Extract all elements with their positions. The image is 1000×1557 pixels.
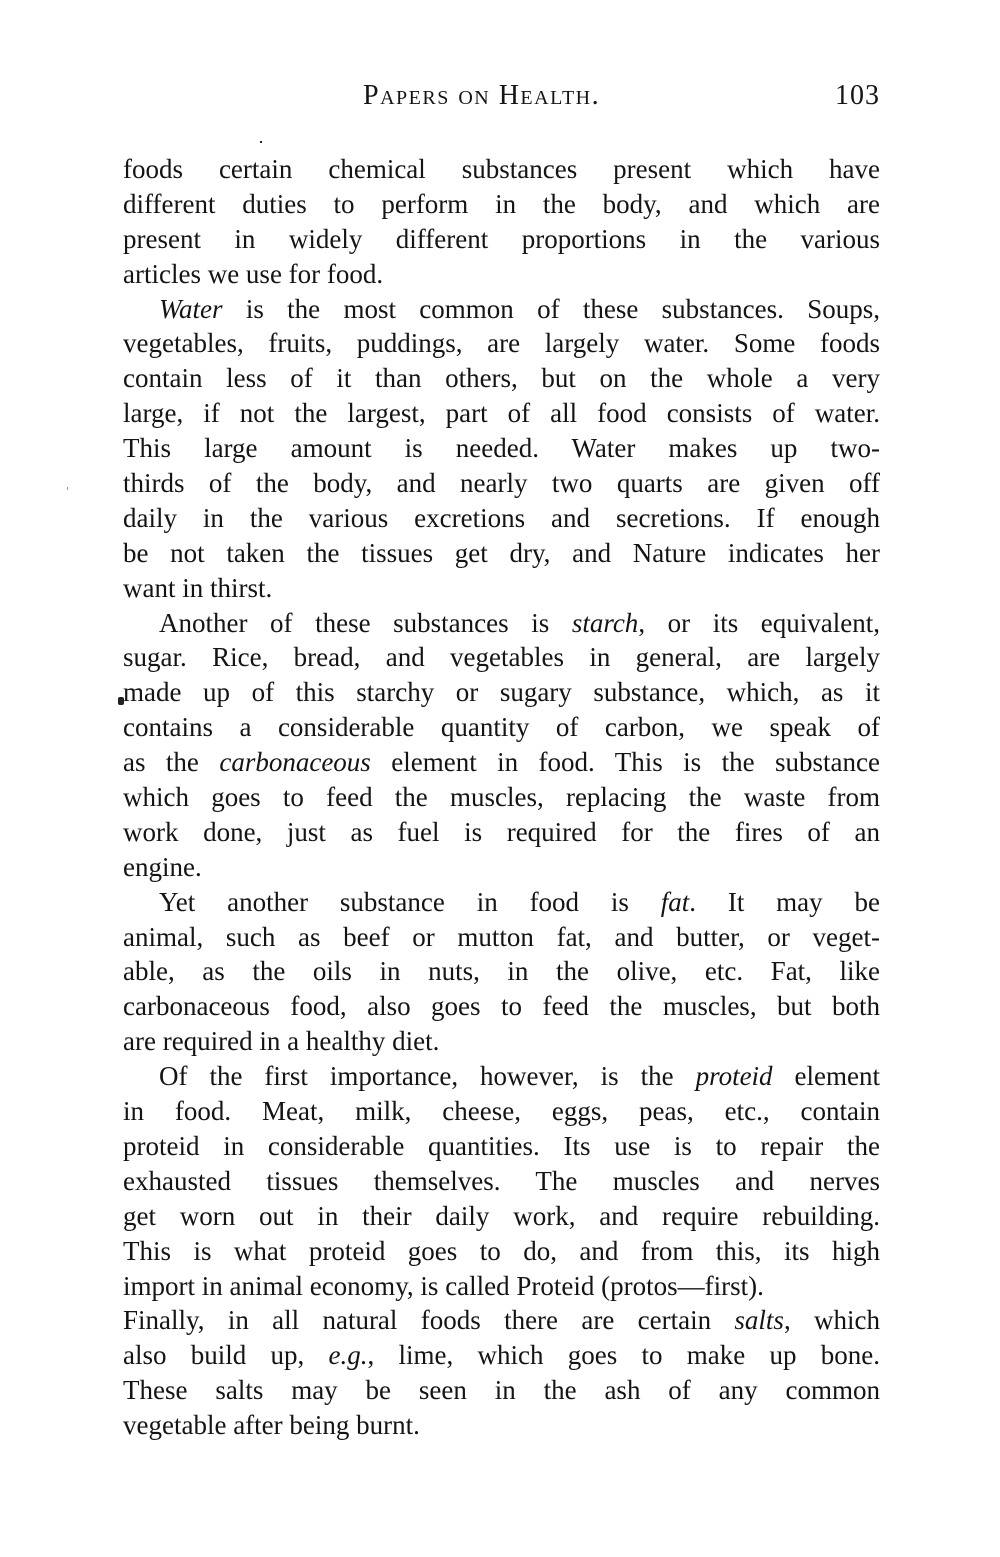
text-line [123, 1303, 880, 1338]
text-run: , or its equivalent, [638, 607, 880, 638]
text-run: be not taken the tissues get dry, and Nature indicates her [123, 537, 880, 568]
text-run: present in widely different proportions in the various [123, 223, 880, 254]
text-line-content [123, 1408, 880, 1443]
text-line [123, 675, 880, 710]
text-line [123, 1059, 880, 1094]
text-run: animal, such as beef or mutton fat, and butter, or veget- [123, 921, 880, 952]
text-line [123, 954, 880, 989]
text-line-content [123, 1094, 880, 1129]
paragraph [123, 152, 880, 292]
text-line-content [123, 257, 880, 292]
text-run: sugar. Rice, bread, and vegetables in general, are largely [123, 642, 880, 673]
text-run: contains a considerable quantity of carbon, we speak of [123, 712, 880, 743]
text-line [123, 606, 880, 641]
text-line-content [123, 989, 880, 1024]
text-line [123, 1199, 880, 1234]
text-run: work done, just as fuel is required for the fires of an [123, 816, 880, 847]
print-blemish [260, 141, 262, 143]
body-text [123, 152, 880, 1443]
text-line [123, 1164, 880, 1199]
text-line [123, 326, 880, 361]
text-line-content [123, 1164, 880, 1199]
text-line-content [123, 152, 880, 187]
text-run: These salts may be seen in the ash of any common [123, 1375, 880, 1406]
text-line [123, 1373, 880, 1408]
text-line [123, 571, 880, 606]
text-run: able, as the oils in nuts, in the olive, etc. Fat, like [123, 956, 880, 987]
text-line [123, 222, 880, 257]
text-line [123, 745, 880, 780]
text-run: carbonaceous food, also goes to feed the muscles, but both [123, 991, 880, 1022]
italic-term: proteid [695, 1061, 773, 1092]
text-run: large, if not the largest, part of all food consists of water. [123, 398, 880, 429]
text-line [123, 1094, 880, 1129]
text-run: , which [783, 1305, 880, 1336]
text-run: are required in a healthy diet. [123, 1026, 440, 1057]
text-line [123, 850, 880, 885]
text-line-content [123, 780, 880, 815]
text-line-content [123, 1129, 880, 1164]
paragraph [123, 1059, 880, 1303]
text-run: This large amount is needed. Water makes up two- [123, 433, 880, 464]
text-line-content [123, 571, 880, 606]
text-run: import in animal economy, is called Proteid (protos—first). [123, 1270, 764, 1301]
text-line [123, 1269, 880, 1304]
text-line-content [123, 466, 880, 501]
text-line-content [123, 954, 880, 989]
text-run: , lime, which goes to make up bone. [367, 1340, 880, 1371]
italic-term: e.g. [328, 1340, 368, 1371]
text-line-content [123, 431, 880, 466]
running-head [123, 80, 880, 120]
text-line [123, 885, 880, 920]
text-line-content [123, 326, 880, 361]
text-line-content [123, 850, 880, 885]
text-line [123, 710, 880, 745]
text-run: element [772, 1061, 880, 1092]
text-line [123, 989, 880, 1024]
text-run: get worn out in their daily work, and require rebuilding. [123, 1200, 880, 1231]
text-line-content [123, 1269, 880, 1304]
text-line [123, 780, 880, 815]
text-run: foods certain chemical substances present which have [123, 154, 880, 184]
text-line-content [123, 222, 880, 257]
text-line [123, 396, 880, 431]
text-line-content [123, 745, 880, 780]
text-line-content [123, 1024, 880, 1059]
text-run: exhausted tissues themselves. The muscles and nerves [123, 1165, 880, 1196]
text-line-content [123, 1303, 880, 1338]
text-line [123, 1024, 880, 1059]
italic-term: salts [734, 1305, 784, 1336]
paragraph [123, 885, 880, 1059]
italic-term: fat [660, 886, 690, 917]
text-line-content [123, 675, 880, 710]
text-run: made up of this starchy or sugary substance, which, as it [123, 677, 880, 708]
paragraph [123, 1303, 880, 1443]
text-line-content [123, 1373, 880, 1408]
text-line-content [123, 396, 880, 431]
page-number: 103 [835, 80, 880, 111]
text-line [123, 292, 880, 327]
text-line [123, 1408, 880, 1443]
text-run: which goes to feed the muscles, replacing the waste from [123, 782, 880, 813]
text-line [123, 466, 880, 501]
text-run: vegetables, fruits, puddings, are largely water. Some foods [123, 328, 880, 359]
text-run: Another of these substances is [159, 607, 572, 638]
paragraph [123, 606, 880, 885]
text-line-content [123, 640, 880, 675]
text-run: Finally, in all natural foods there are certain [123, 1305, 735, 1336]
text-line [123, 640, 880, 675]
text-line [123, 187, 880, 222]
text-line-content [123, 1338, 880, 1373]
text-run: Yet another substance in food is [159, 886, 661, 917]
text-run: vegetable after being burnt. [123, 1410, 420, 1441]
text-line [123, 1129, 880, 1164]
text-line [123, 152, 880, 187]
text-run: Of the first importance, however, is the [159, 1061, 696, 1092]
text-line [123, 1338, 880, 1373]
italic-term: carbonaceous [219, 747, 371, 778]
text-line-content [123, 920, 880, 955]
text-line-content [159, 292, 880, 327]
text-line [123, 815, 880, 850]
text-run: This is what proteid goes to do, and from this, its high [123, 1235, 880, 1266]
text-run: articles we use for food. [123, 258, 384, 289]
text-run: . It may be [689, 886, 880, 917]
running-title: Papers on Health. [363, 80, 601, 111]
italic-term: starch [571, 607, 639, 638]
text-line [123, 1234, 880, 1269]
text-line-content [123, 710, 880, 745]
print-blemish [67, 487, 68, 490]
text-line-content [159, 1059, 880, 1094]
text-line-content [123, 815, 880, 850]
text-run: want in thirst. [123, 572, 273, 603]
text-line-content [123, 1199, 880, 1234]
text-run: also build up, [123, 1340, 329, 1371]
text-line-content [123, 1234, 880, 1269]
text-line-content [159, 606, 880, 641]
text-run: proteid in considerable quantities. Its use is to repair the [123, 1130, 880, 1161]
text-line [123, 536, 880, 571]
text-line-content [159, 885, 880, 920]
text-run: in food. Meat, milk, cheese, eggs, peas, etc., contain [123, 1096, 880, 1127]
paragraph [123, 292, 880, 606]
italic-term: Water [159, 293, 223, 324]
text-line [123, 501, 880, 536]
text-line [123, 431, 880, 466]
text-line-content [123, 187, 880, 222]
text-run: is the most common of these substances. Soups, [222, 293, 880, 324]
text-run: contain less of it than others, but on the whole a very [123, 363, 880, 394]
text-run: thirds of the body, and nearly two quarts are given off [123, 468, 880, 499]
text-line-content [123, 501, 880, 536]
text-run: different duties to perform in the body, and which are [123, 188, 880, 219]
text-run: daily in the various excretions and secretions. If enough [123, 502, 880, 533]
text-run: as the [123, 747, 220, 778]
text-line-content [123, 536, 880, 571]
text-line [123, 920, 880, 955]
text-line [123, 361, 880, 396]
text-run: engine. [123, 851, 202, 882]
text-run: element in food. This is the substance [370, 747, 880, 778]
text-line-content [123, 361, 880, 396]
text-line [123, 257, 880, 292]
